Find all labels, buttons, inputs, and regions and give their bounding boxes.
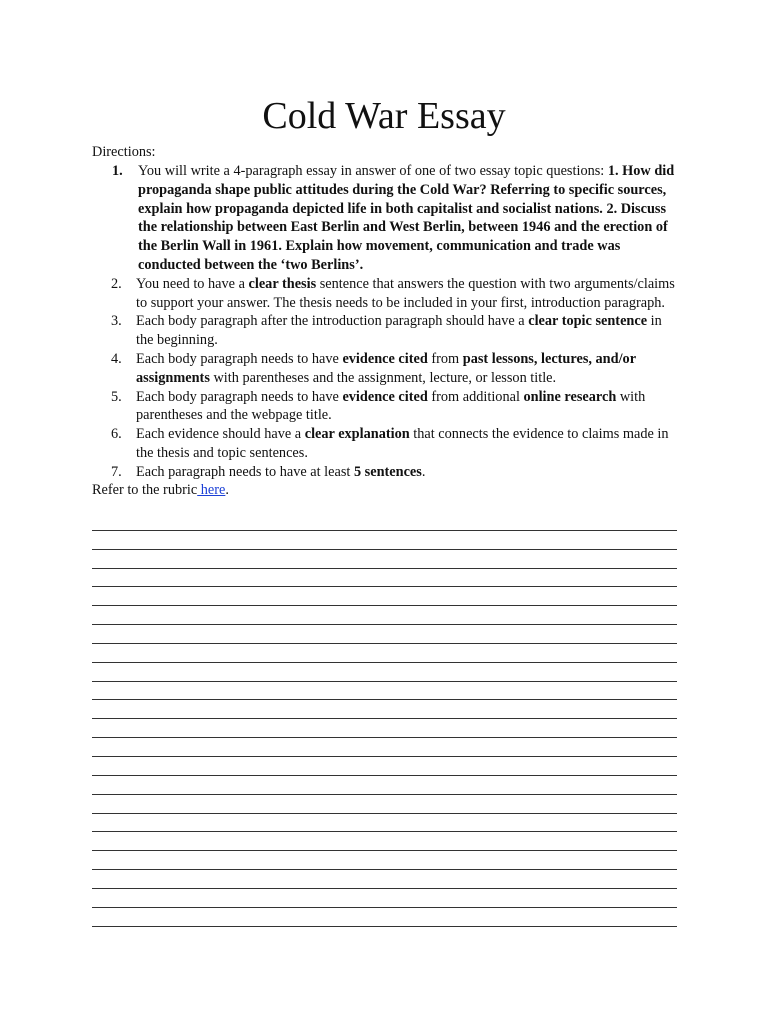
bold-text: 1. How did propaganda shape public attitudes during the Cold War? Referring to specific sources, explain how propaganda depicted life in both capitalist and socialist nations. 2. Discuss the relationship between East Berlin and West Berlin, between 1946 and the erection of the Berlin Wall in 1961. Explain how movement, communication and trade was conducted between the ‘two Berlins’. — [138, 163, 675, 273]
bold-text: evidence cited — [342, 388, 428, 405]
answer-line — [92, 625, 677, 644]
answer-line — [92, 870, 677, 889]
rubric-line — [92, 481, 229, 500]
answer-line — [92, 795, 677, 814]
text: Each body paragraph needs to have — [136, 350, 343, 367]
text: Each body paragraph after the introduction paragraph should have a — [136, 313, 529, 330]
rubric-prefix: Refer to the rubric — [92, 482, 198, 498]
rubric-suffix: . — [225, 482, 229, 498]
text: You need to have a — [136, 275, 249, 292]
text: Each evidence should have a — [136, 426, 305, 443]
answer-line — [92, 531, 677, 550]
text: . — [421, 463, 426, 480]
list-item-number: 7. — [111, 463, 122, 480]
list-item-number: 4. — [111, 350, 122, 367]
text: with parentheses and the assignment, lecture, or lesson title. — [209, 369, 557, 386]
text: You will write a 4-paragraph essay in answer of one of two essay topic questions: — [138, 163, 608, 179]
answer-line — [92, 908, 677, 927]
answer-line — [92, 606, 677, 625]
list-item — [92, 388, 682, 426]
directions-label: Directions: — [92, 144, 156, 160]
list-item — [92, 425, 682, 463]
bold-text: past lessons, lectures, and/or assignments — [136, 350, 636, 386]
text: Each paragraph needs to have at least — [136, 463, 354, 480]
answer-line — [92, 644, 677, 663]
list-item-number: 6. — [111, 426, 122, 443]
bold-text: clear thesis — [248, 275, 317, 292]
list-item — [92, 162, 682, 275]
answer-line — [92, 814, 677, 833]
answer-line — [92, 700, 677, 719]
answer-line — [92, 512, 677, 531]
answer-line — [92, 719, 677, 738]
page-title: Cold War Essay — [262, 95, 506, 137]
answer-line — [92, 738, 677, 757]
list-item — [92, 275, 682, 313]
answer-line — [92, 832, 677, 851]
answer-line — [92, 757, 677, 776]
bold-text: clear topic sentence — [528, 313, 648, 330]
list-item-number: 2. — [111, 275, 122, 292]
list-item — [92, 463, 682, 482]
text: with parentheses and the webpage title. — [136, 388, 646, 424]
answer-line — [92, 682, 677, 701]
text: that connects the evidence to claims made in the thesis and topic sentences. — [136, 426, 669, 461]
directions-list — [92, 162, 682, 482]
list-item — [92, 312, 682, 350]
answer-line — [92, 587, 677, 606]
text: in the beginning. — [136, 313, 662, 349]
text: from additional — [427, 388, 524, 405]
bold-text: 5 sentences — [353, 463, 422, 480]
list-item-number: 1. — [112, 163, 123, 179]
answer-lines — [92, 512, 677, 927]
bold-text: evidence cited — [342, 350, 428, 367]
list-item — [92, 350, 682, 388]
answer-line — [92, 550, 677, 569]
text: sentence that answers the question with two arguments/claims to support your answer. The thesis needs to be included in your first, introduction paragraph. — [136, 275, 675, 311]
bold-text: clear explanation — [304, 426, 410, 443]
list-item-number: 3. — [111, 313, 122, 330]
answer-line — [92, 663, 677, 682]
answer-line — [92, 851, 677, 870]
rubric-link[interactable]: here — [197, 482, 226, 498]
list-item-number: 5. — [111, 388, 122, 405]
bold-text: online research — [523, 388, 617, 405]
text: Each body paragraph needs to have — [136, 388, 343, 405]
text: from — [427, 350, 463, 367]
answer-line — [92, 569, 677, 588]
answer-line — [92, 889, 677, 908]
answer-line — [92, 776, 677, 795]
